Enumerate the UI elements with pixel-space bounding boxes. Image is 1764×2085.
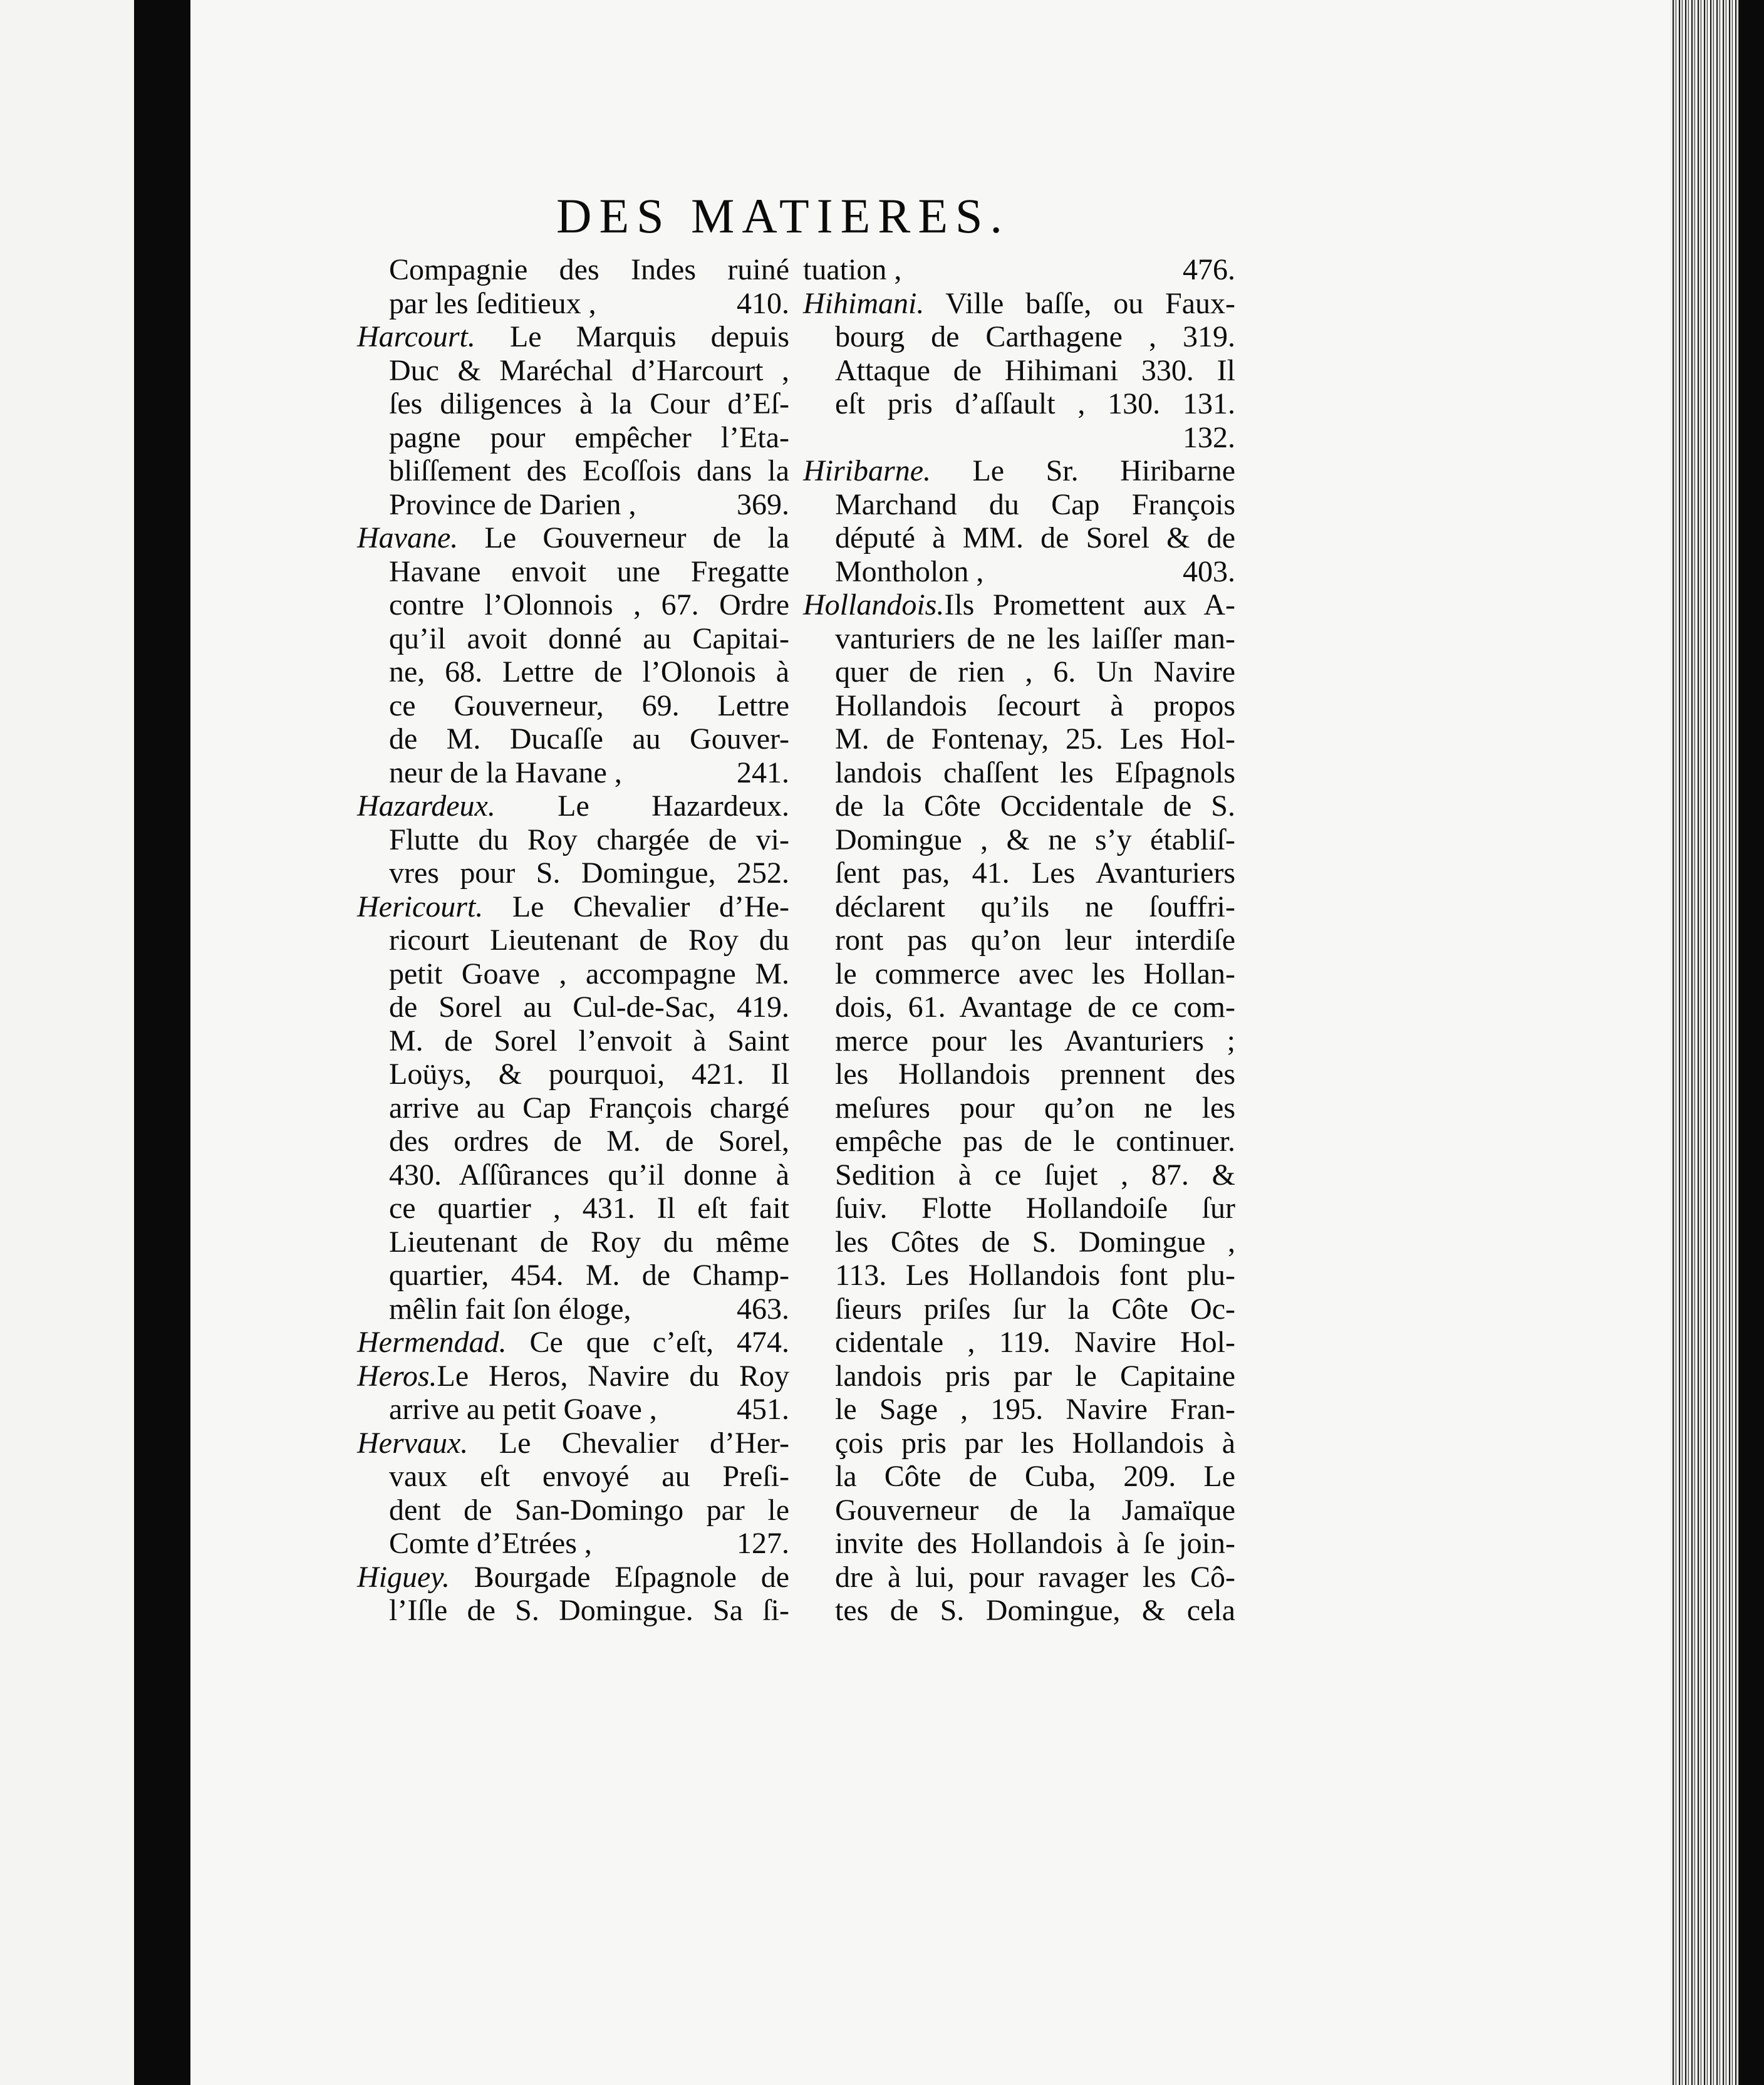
entry-text: Ville baſſe, ou Faux- bbox=[924, 286, 1235, 320]
index-column-left bbox=[357, 253, 789, 1628]
entry-text: quer de rien , 6. Un Navire bbox=[835, 655, 1235, 689]
index-line bbox=[357, 1091, 789, 1125]
entry-text: Sedition à ce ſujet , 87. & bbox=[835, 1158, 1235, 1192]
entry-text: invite des Hollandois à ſe join- bbox=[835, 1527, 1235, 1560]
index-line bbox=[803, 655, 1235, 689]
index-line bbox=[803, 1494, 1235, 1527]
entry-text: Duc & Maréchal d’Harcourt , bbox=[389, 353, 789, 387]
entry-headword: Havane. bbox=[357, 521, 459, 554]
page-reference: 403. bbox=[1183, 554, 1235, 588]
entry-text: çois pris par les Hollandois à bbox=[835, 1426, 1235, 1460]
entry-text: qu’il avoit donné au Capitai- bbox=[389, 621, 789, 655]
facing-page-edge bbox=[0, 0, 134, 2085]
entry-text: eſt pris d’aſſault , 130. 131. bbox=[835, 387, 1235, 420]
entry-text: Le Chevalier d’Her- bbox=[468, 1426, 789, 1460]
index-line bbox=[803, 991, 1235, 1024]
index-line bbox=[803, 287, 1235, 321]
entry-headword: Higuey. bbox=[357, 1560, 450, 1594]
entry-text: Lieutenant de Roy du même bbox=[389, 1225, 789, 1259]
page-reference: 127. bbox=[737, 1527, 789, 1560]
entry-text: Montholon , bbox=[835, 554, 984, 588]
entry-text: dois, 61. Avantage de ce com- bbox=[835, 991, 1235, 1024]
entry-text: ricourt Lieutenant de Roy du bbox=[389, 923, 789, 957]
index-line bbox=[803, 421, 1235, 455]
index-line bbox=[357, 622, 789, 656]
index-line bbox=[357, 689, 789, 723]
gutter-shadow bbox=[134, 0, 190, 2085]
entry-text: Hollandois ſecourt à propos bbox=[835, 689, 1235, 722]
index-line bbox=[357, 957, 789, 991]
index-line bbox=[357, 454, 789, 488]
index-line bbox=[357, 1494, 789, 1527]
index-line bbox=[357, 521, 789, 555]
index-line bbox=[803, 1360, 1235, 1393]
index-line bbox=[357, 1225, 789, 1259]
index-line bbox=[803, 1125, 1235, 1158]
index-line bbox=[803, 923, 1235, 957]
entry-text: Ils Promettent aux A- bbox=[944, 588, 1235, 621]
entry-text: M. de Fontenay, 25. Les Hol- bbox=[835, 722, 1235, 756]
index-line bbox=[357, 722, 789, 756]
entry-text: empêche pas de le continuer. bbox=[835, 1125, 1235, 1158]
entry-text: tes de S. Domingue, & cela bbox=[835, 1594, 1235, 1627]
index-line bbox=[803, 1259, 1235, 1292]
index-line bbox=[803, 789, 1235, 823]
page-reference: 410. bbox=[737, 286, 789, 320]
index-line bbox=[357, 253, 789, 287]
entry-text: Le Gouverneur de la bbox=[458, 521, 789, 554]
entry-text: ront pas qu’on leur interdiſe bbox=[835, 923, 1235, 957]
entry-text: le Sage , 195. Navire Fran- bbox=[835, 1393, 1235, 1426]
entry-text: Marchand du Cap François bbox=[835, 487, 1235, 521]
entry-text: Le Marquis depuis bbox=[475, 320, 789, 353]
entry-headword: Hazardeux. bbox=[357, 789, 495, 823]
page-title: DES MATIERES. bbox=[556, 189, 1010, 243]
index-line bbox=[803, 1326, 1235, 1360]
entry-headword: Heros. bbox=[357, 1359, 437, 1393]
index-line bbox=[803, 1427, 1235, 1460]
entry-text: ce Gouverneur, 69. Lettre bbox=[389, 689, 789, 722]
index-line bbox=[357, 991, 789, 1024]
index-line bbox=[357, 1561, 789, 1594]
index-line bbox=[803, 1091, 1235, 1125]
page-reference: 451. bbox=[737, 1393, 789, 1426]
index-line bbox=[357, 421, 789, 455]
index-line bbox=[803, 856, 1235, 890]
entry-text: le commerce avec les Hollan- bbox=[835, 957, 1235, 991]
entry-text: Province de Darien , bbox=[389, 487, 636, 521]
index-line bbox=[803, 689, 1235, 723]
entry-text: ſent pas, 41. Les Avanturiers bbox=[835, 856, 1235, 890]
entry-text: la Côte de Cuba, 209. Le bbox=[835, 1460, 1235, 1493]
entry-headword: Hollandois. bbox=[803, 588, 945, 621]
index-line bbox=[357, 655, 789, 689]
index-line bbox=[357, 320, 789, 354]
index-line bbox=[357, 823, 789, 857]
index-line bbox=[357, 1460, 789, 1494]
entry-text: Le Heros, Navire du Roy bbox=[437, 1359, 789, 1393]
entry-text: Le Hazardeux. bbox=[495, 789, 789, 823]
entry-text: les Côtes de S. Domingue , bbox=[835, 1225, 1235, 1259]
index-line bbox=[357, 789, 789, 823]
entry-text: ſes diligences à la Cour d’Eſ- bbox=[389, 387, 789, 420]
entry-text: les Hollandois prennent des bbox=[835, 1058, 1235, 1091]
entry-text: 113. Les Hollandois font plu- bbox=[835, 1259, 1235, 1292]
entry-text: dre à lui, pour ravager les Cô- bbox=[835, 1560, 1235, 1594]
entry-text: de la Côte Occidentale de S. bbox=[835, 789, 1235, 823]
index-line bbox=[803, 521, 1235, 555]
scan-border bbox=[1739, 0, 1764, 2085]
entry-headword: Hervaux. bbox=[357, 1426, 469, 1460]
entry-text: contre l’Olonnois , 67. Ordre bbox=[389, 588, 789, 621]
entry-text: Le Sr. Hiribarne bbox=[931, 454, 1235, 487]
index-line bbox=[357, 1058, 789, 1091]
index-line bbox=[357, 1360, 789, 1393]
index-line bbox=[357, 890, 789, 924]
page-reference: 132. bbox=[1183, 420, 1235, 454]
entry-text: landois chaſſent les Eſpagnols bbox=[835, 756, 1235, 789]
entry-text: Flutte du Roy chargée de vi- bbox=[389, 823, 789, 856]
entry-text: petit Goave , accompagne M. bbox=[389, 957, 789, 991]
index-line bbox=[357, 1326, 789, 1360]
entry-headword: Harcourt. bbox=[357, 320, 475, 353]
entry-text: ce quartier , 431. Il eſt fait bbox=[389, 1192, 789, 1225]
entry-text: mêlin fait ſon éloge, bbox=[389, 1292, 631, 1326]
entry-text: Ce que c’eſt, 474. bbox=[506, 1326, 789, 1359]
index-line bbox=[357, 1125, 789, 1158]
index-line bbox=[803, 1594, 1235, 1628]
entry-headword: Hericourt. bbox=[357, 890, 484, 923]
entry-text: Havane envoit une Fregatte bbox=[389, 554, 789, 588]
entry-text: 430. Aſſûrances qu’il donne à bbox=[389, 1158, 789, 1192]
entry-headword: Hermendad. bbox=[357, 1326, 507, 1359]
entry-text: neur de la Havane , bbox=[389, 756, 622, 789]
index-line bbox=[357, 1259, 789, 1292]
index-line bbox=[357, 923, 789, 957]
index-line bbox=[357, 856, 789, 890]
entry-text: Le Chevalier d’He- bbox=[483, 890, 789, 923]
index-line bbox=[357, 1393, 789, 1427]
index-line bbox=[357, 1527, 789, 1561]
entry-text: bliſſement des Ecoſſois dans la bbox=[389, 454, 789, 487]
index-line bbox=[803, 722, 1235, 756]
index-line bbox=[357, 555, 789, 589]
index-line bbox=[357, 1292, 789, 1326]
index-line bbox=[357, 588, 789, 622]
index-line bbox=[803, 1527, 1235, 1561]
entry-text: ſieurs priſes ſur la Côte Oc- bbox=[835, 1292, 1235, 1326]
index-line bbox=[803, 1292, 1235, 1326]
index-line bbox=[357, 1024, 789, 1058]
index-line bbox=[357, 354, 789, 388]
index-line bbox=[803, 253, 1235, 287]
entry-text: député à MM. de Sorel & de bbox=[835, 521, 1235, 554]
entry-text: des ordres de M. de Sorel, bbox=[389, 1125, 789, 1158]
entry-headword: Hiribarne. bbox=[803, 454, 931, 487]
entry-text: Compagnie des Indes ruiné bbox=[389, 253, 789, 286]
entry-text: Comte d’Etrées , bbox=[389, 1527, 592, 1560]
index-line bbox=[803, 756, 1235, 790]
index-line bbox=[803, 1561, 1235, 1594]
entry-text: quartier, 454. M. de Champ- bbox=[389, 1259, 789, 1292]
entry-text: vaux eſt envoyé au Preſi- bbox=[389, 1460, 789, 1493]
page-reference: 241. bbox=[737, 756, 789, 789]
entry-text: meſures pour qu’on ne les bbox=[835, 1091, 1235, 1125]
entry-text: Loüys, & pourquoi, 421. Il bbox=[389, 1058, 789, 1091]
entry-text: de M. Ducaſſe au Gouver- bbox=[389, 722, 789, 756]
index-line bbox=[803, 354, 1235, 388]
entry-text: cidentale , 119. Navire Hol- bbox=[835, 1326, 1235, 1359]
entry-text: par les ſeditieux , bbox=[389, 286, 596, 320]
entry-text: dent de San-Domingo par le bbox=[389, 1493, 789, 1527]
index-line bbox=[357, 488, 789, 522]
index-line bbox=[803, 1158, 1235, 1192]
entry-text: tuation , bbox=[803, 253, 902, 286]
index-line bbox=[803, 1225, 1235, 1259]
entry-text: Attaque de Hihimani 330. Il bbox=[835, 353, 1235, 387]
index-line bbox=[357, 287, 789, 321]
index-line bbox=[803, 588, 1235, 622]
entry-text: de Sorel au Cul-de-Sac, 419. bbox=[389, 991, 789, 1024]
entry-text: Domingue , & ne s’y établiſ- bbox=[835, 823, 1235, 856]
index-line bbox=[803, 1460, 1235, 1494]
entry-headword: Hihimani. bbox=[803, 286, 925, 320]
index-line bbox=[803, 1024, 1235, 1058]
index-line bbox=[803, 555, 1235, 589]
entry-text: vanturiers de ne les laiſſer man- bbox=[835, 621, 1235, 655]
entry-text: merce pour les Avanturiers ; bbox=[835, 1024, 1235, 1058]
index-column-right bbox=[803, 253, 1235, 1628]
index-line bbox=[803, 387, 1235, 421]
index-line bbox=[357, 1427, 789, 1460]
index-line bbox=[803, 1393, 1235, 1427]
index-line bbox=[357, 1594, 789, 1628]
entry-text: vres pour S. Domingue, 252. bbox=[389, 856, 789, 890]
entry-text: bourg de Carthagene , 319. bbox=[835, 320, 1235, 353]
page-reference: 476. bbox=[1183, 253, 1235, 286]
page-reference: 369. bbox=[737, 487, 789, 521]
entry-text: arrive au Cap François chargé bbox=[389, 1091, 789, 1125]
index-line bbox=[803, 622, 1235, 656]
entry-text: pagne pour empêcher l’Eta- bbox=[389, 420, 789, 454]
index-line bbox=[803, 957, 1235, 991]
entry-text: Bourgade Eſpagnole de bbox=[449, 1560, 789, 1594]
entry-text: landois pris par le Capitaine bbox=[835, 1359, 1235, 1393]
index-line bbox=[357, 1192, 789, 1225]
entry-text: arrive au petit Goave , bbox=[389, 1393, 657, 1426]
index-line bbox=[803, 890, 1235, 924]
page-stack-edges bbox=[1670, 0, 1739, 2085]
index-line bbox=[803, 454, 1235, 488]
entry-text: Gouverneur de la Jamaïque bbox=[835, 1493, 1235, 1527]
index-line bbox=[803, 488, 1235, 522]
index-line bbox=[357, 387, 789, 421]
index-line bbox=[803, 320, 1235, 354]
entry-text: l’Iſle de S. Domingue. Sa ſi- bbox=[389, 1594, 789, 1627]
index-line bbox=[803, 1192, 1235, 1225]
entry-text: ſuiv. Flotte Hollandoiſe ſur bbox=[835, 1192, 1235, 1225]
entry-text: M. de Sorel l’envoit à Saint bbox=[389, 1024, 789, 1058]
entry-text: déclarent qu’ils ne ſouffri- bbox=[835, 890, 1235, 923]
index-line bbox=[803, 823, 1235, 857]
index-line bbox=[357, 1158, 789, 1192]
index-line bbox=[357, 756, 789, 790]
entry-text: ne, 68. Lettre de l’Olonois à bbox=[389, 655, 789, 689]
page-reference: 463. bbox=[737, 1292, 789, 1326]
index-line bbox=[803, 1058, 1235, 1091]
